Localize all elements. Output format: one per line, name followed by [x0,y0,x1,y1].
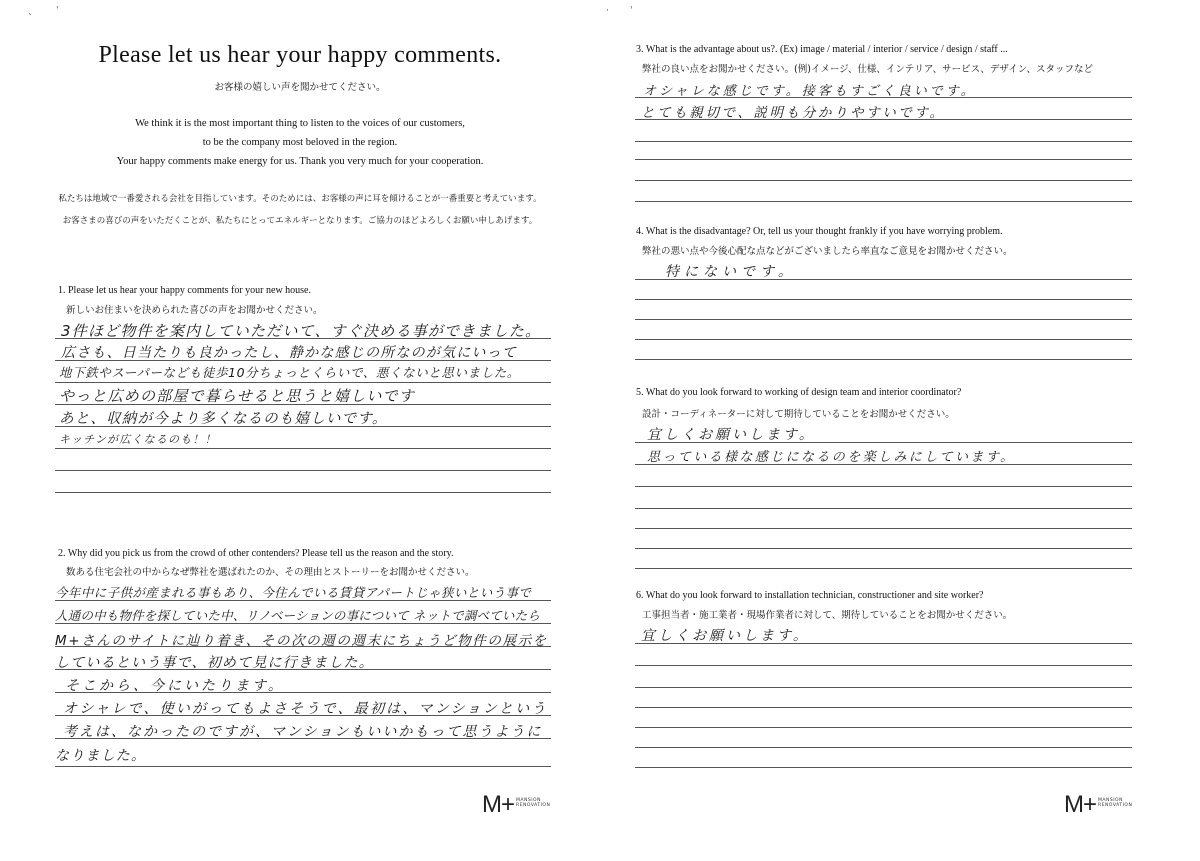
handwritten-answer-line: 考えは、なかったのですが、マンションもいいかもって思うように [63,724,543,740]
answer-line [635,767,1132,768]
company-logo [482,793,550,817]
intro-japanese [0,188,600,232]
handwritten-answer-line: しているという事で、初めて見に行きました。 [55,655,374,671]
corner-tick-mark: ˎ [28,6,33,16]
question-3-answer-area [635,77,1132,207]
question-3-title: 3. What is the advantage about us?. (Ex) image / material / interior / service / design / staff ... [636,44,1008,55]
answer-line [635,687,1132,688]
handwritten-answer-line: あと、収納が今より多くなるのも嬉しいです。 [59,411,388,427]
logo-mark: M+ [482,791,515,818]
question-5-answer-area [635,422,1132,572]
corner-tick-mark: ˈ [630,6,633,16]
answer-line [55,766,551,767]
answer-line [635,339,1132,340]
answer-line [635,727,1132,728]
handwritten-answer-line: なりました。 [55,748,147,764]
answer-line [635,568,1132,569]
handwritten-answer-line: やっと広めの部屋で暮らせると思うと嬉しいです [59,387,415,405]
intro-english [0,114,600,171]
intro-english-line: Your happy comments make energy for us. Thank you very much for your cooperation. [116,156,484,167]
answer-line [635,180,1132,181]
handwritten-answer-line: 思っている様な感じになるのを楽しみにしています。 [647,450,1016,465]
question-1-title: 1. Please let us hear your happy comments for your new house. [58,285,311,296]
answer-line [635,141,1132,142]
question-5-title: 5. What do you look forward to working of design team and interior coordinator? [636,387,962,398]
answer-line [635,747,1132,748]
corner-tick-mark: · [606,6,609,16]
handwritten-answer-line: 人通の中も物件を探していた中、リノベーションの事について ネットで調べていたら [55,608,541,623]
question-6-answer-area [635,623,1132,773]
handwritten-answer-line: キッチンが広くなるのも！！ [59,433,217,446]
handwritten-answer-line: M+さんのサイトに辿り着き、その次の週の週末にちょうど物件の展示を [55,633,548,649]
answer-line [635,508,1132,509]
answer-line [635,359,1132,360]
answer-line [635,665,1132,666]
handwritten-answer-line: 特にないです。 [665,264,797,280]
answer-line [55,492,551,493]
question-3-subtitle: 弊社の良い点をお聞かせください。(例)イメージ、仕様、インテリア、サービス、デザイン、スタッフなど [642,64,1093,75]
corner-tick-mark: ˈ [56,6,59,16]
company-logo [1064,793,1132,817]
answer-line [55,382,551,383]
logo-mark: M+ [1064,791,1097,818]
page-subtitle: お客様の嬉しい声を聞かせてください。 [214,82,386,93]
handwritten-answer-line: 広さも、日当たりも良かったし、静かな感じの所なのが気にいって [61,345,517,361]
answer-line [635,528,1132,529]
intro-japanese-line: お客さまの喜びの声をいただくことが、私たちにとってエネルギーとなります。ご協力のほどよろしくお願い申しあげます。 [62,216,538,226]
question-4-title: 4. What is the disadvantage? Or, tell us your thought frankly if you have worrying problem. [636,226,1003,237]
question-2-answer-area [55,580,551,780]
question-6-subtitle: 工事担当者・施工業者・現場作業者に対して、期待していることをお聞かせください。 [642,610,1013,621]
question-6-title: 6. What do you look forward to installation technician, constructioner and site worker? [636,590,984,601]
intro-japanese-line: 私たちは地域で一番愛される会社を目指しています。そのためには、お客様の声に耳を傾けることが一番重要と考えています。 [58,194,542,204]
intro-english-line: to be the company most beloved in the region. [202,137,398,148]
question-4-subtitle: 弊社の悪い点や今後心配な点などがございましたら率直なご意見をお聞かせください。 [642,246,1013,257]
handwritten-answer-line: 今年中に子供が産まれる事もあり、今住んでいる賃貸アパートじゃ狭いという事で [55,585,532,600]
handwritten-answer-line: 宜しくお願いします。 [647,427,816,443]
answer-line [635,707,1132,708]
logo-wordmark: MANSION RENOVATION [516,798,551,808]
answer-line [635,548,1132,549]
handwritten-answer-line: そこから、今にいたります。 [65,678,285,694]
answer-line [635,319,1132,320]
handwritten-answer-line: オシャレで、使いがってもよさそうで、最初は、マンションという [63,701,548,717]
question-2-subtitle: 数ある住宅会社の中からなぜ弊社を選ばれたのか、その理由とストーリーをお聞かせください。 [66,567,475,578]
handwritten-answer-line: 3件ほど物件を案内していただいて、すぐ決める事ができました。 [61,322,542,340]
answer-line [635,486,1132,487]
handwritten-answer-line: オシャレな感じです。接客もすごく良いです。 [643,84,977,99]
handwritten-answer-line: 宜しくお願いします。 [641,628,810,644]
question-2-title: 2. Why did you pick us from the crowd of other contenders? Please tell us the reason and the story. [58,548,454,559]
right-page [600,0,1200,861]
question-1-answer-area [55,318,551,508]
question-5-subtitle: 設計・コーディネーターに対して期待していることをお聞かせください。 [642,409,955,420]
page-title: Please let us hear your happy comments. [98,42,502,68]
answer-line [635,201,1132,202]
answer-line [635,299,1132,300]
logo-wordmark: MANSION RENOVATION [1098,798,1133,808]
question-1-subtitle: 新しいお住まいを決められた喜びの声をお聞かせください。 [66,305,323,316]
question-4-answer-area [635,259,1132,369]
answer-line [55,470,551,471]
handwritten-answer-line: とても親切で、説明も分かりやすいです。 [641,105,946,121]
intro-english-line: We think it is the most important thing to listen to the voices of our customers, [135,118,465,129]
answer-line [55,448,551,449]
handwritten-answer-line: 地下鉄やスーパーなども徒歩10分ちょっとくらいで、悪くないと思いました。 [59,365,521,380]
answer-line [635,159,1132,160]
